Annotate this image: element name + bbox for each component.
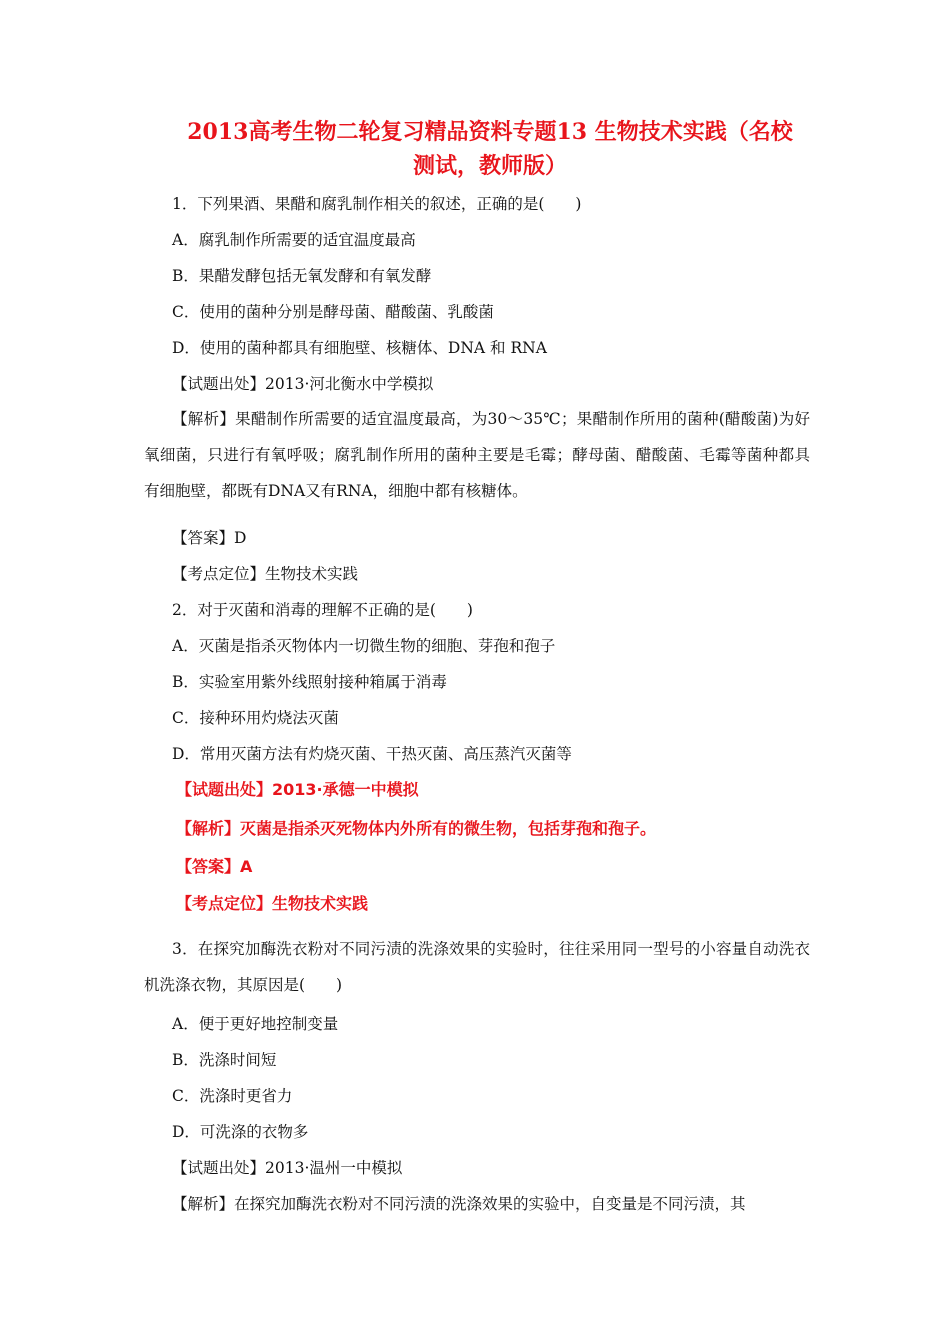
q2-option-c: C．接种环用灼烧法灭菌	[172, 709, 339, 727]
q3-stem: 3．在探究加酶洗衣粉对不同污渍的洗涤效果的实验时，往往采用同一型号的小容量自动洗衣机洗涤衣物，其原因是( )	[144, 940, 810, 994]
q1-option-c: C．使用的菌种分别是酵母菌、醋酸菌、乳酸菌	[172, 303, 494, 321]
q3-option-d: D．可洗涤的衣物多	[172, 1123, 309, 1141]
q3-option-a: A．便于更好地控制变量	[172, 1015, 339, 1033]
q3-option-b: B．洗涤时间短	[172, 1051, 277, 1069]
q2-answer: 【答案】A	[176, 857, 253, 876]
document-title-line-2: 测试，教师版）	[412, 153, 567, 179]
q1-stem: 1．下列果酒、果醋和腐乳制作相关的叙述，正确的是( )	[172, 195, 582, 213]
q1-option-d: D．使用的菌种都具有细胞壁、核糖体、DNA 和 RNA	[172, 339, 547, 357]
q2-analysis: 【解析】灭菌是指杀灭死物体内外所有的微生物，包括芽孢和孢子。	[176, 819, 657, 838]
q1-answer: 【答案】D	[172, 529, 247, 547]
q2-option-b: B．实验室用紫外线照射接种箱属于消毒	[172, 673, 447, 691]
q1-option-b: B．果醋发酵包括无氧发酵和有氧发酵	[172, 267, 432, 285]
q1-analysis: 【解析】果醋制作所需要的适宜温度最高，为30～35℃；果醋制作所用的菌种(醋酸菌)为好氧细菌，只进行有氧呼吸；腐乳制作所用的菌种主要是毛霉；酵母菌、醋酸菌、毛霉等菌种都具有细胞壁，都既有DNA又有RNA，细胞中都有核糖体。	[144, 410, 810, 500]
q1-option-a: A．腐乳制作所需要的适宜温度最高	[172, 231, 416, 249]
q2-option-a: A．灭菌是指杀灭物体内一切微生物的细胞、芽孢和孢子	[172, 637, 556, 655]
q1-source: 【试题出处】2013·河北衡水中学模拟	[172, 375, 434, 393]
q3-source: 【试题出处】2013·温州一中模拟	[172, 1159, 403, 1177]
q3-option-c: C．洗涤时更省力	[172, 1087, 293, 1105]
q2-source: 【试题出处】2013·承德一中模拟	[176, 780, 419, 799]
q2-stem: 2．对于灭菌和消毒的理解不正确的是( )	[172, 601, 473, 619]
document-title-line-1: 2013高考生物二轮复习精品资料专题13 生物技术实践（名校	[187, 119, 793, 145]
q2-option-d: D．常用灭菌方法有灼烧灭菌、干热灭菌、高压蒸汽灭菌等	[172, 745, 572, 763]
q1-point: 【考点定位】生物技术实践	[172, 565, 359, 583]
q2-point: 【考点定位】生物技术实践	[176, 894, 369, 913]
q3-analysis: 【解析】在探究加酶洗衣粉对不同污渍的洗涤效果的实验中，自变量是不同污渍，其	[172, 1195, 746, 1213]
